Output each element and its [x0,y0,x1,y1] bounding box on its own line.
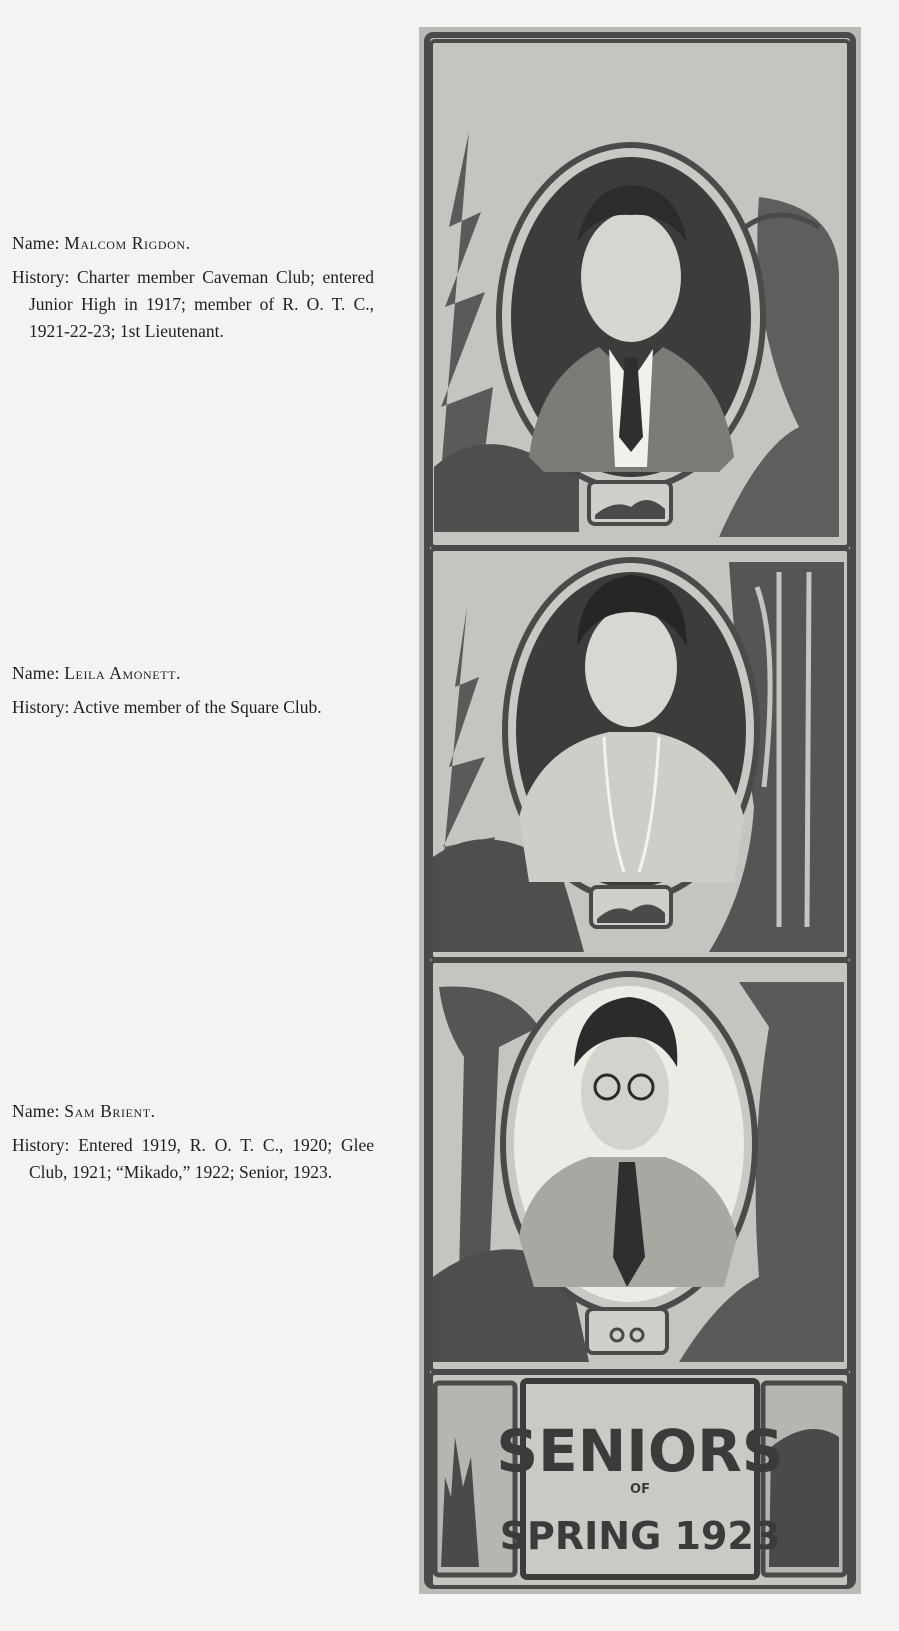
history-label: History: [12,1135,70,1155]
name-line [12,1101,374,1122]
history-text: Charter member Caveman Club; entered Junior High in 1917; member of R. O. T. C., 1921-22-23; 1st Lieutenant. [29,267,374,341]
banner-of: OF [630,1482,650,1497]
portrait-panel [419,27,861,1594]
history-text: Active member of the Square Club. [72,697,322,717]
name-value: Malcom Rigdon. [64,233,191,253]
name-line [12,233,374,254]
name-label: Name: [12,233,60,253]
history-label: History: [12,697,70,717]
panel-artwork [419,27,861,1594]
portrait-frame-2 [431,549,849,959]
face [585,607,677,727]
entry-malcom-rigdon [12,233,374,345]
portrait-frame-1 [431,41,849,547]
name-label: Name: [12,663,60,683]
name-value: Sam Brient. [64,1101,156,1121]
vignette [587,1309,667,1353]
entry-sam-brient [12,1101,374,1186]
name-line [12,663,374,684]
history-label: History: [12,267,70,287]
banner-section [431,1373,849,1587]
banner-title: SENIORS [496,1417,784,1485]
face [581,1034,669,1150]
history-text: Entered 1919, R. O. T. C., 1920; Glee Club, 1921; “Mikado,” 1922; Senior, 1923. [29,1135,374,1182]
entry-leila-amonett [12,663,374,721]
name-value: Leila Amonett. [64,663,182,683]
portrait-frame-3 [431,961,849,1371]
history-line [12,694,374,721]
history-line [12,1132,374,1186]
face [581,212,681,342]
name-label: Name: [12,1101,60,1121]
banner-subtitle: SPRING 1923 [499,1514,781,1558]
history-line [12,264,374,345]
